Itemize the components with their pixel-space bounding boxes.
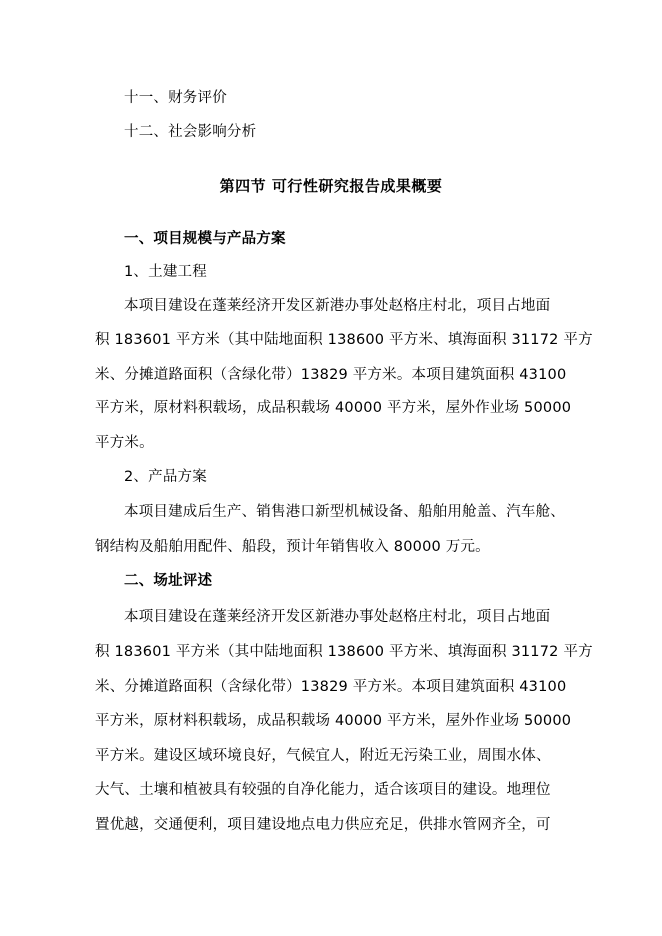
paragraph-line: 平方米，原材料积载场，成品积载场 40000 平方米，屋外作业场 50000	[95, 713, 572, 729]
paragraph-line: 本项目建设在蓬莱经济开发区新港办事处赵格庄村北，项目占地面	[124, 298, 551, 314]
paragraph-line: 平方米。建设区域环境良好，气候宜人，附近无污染工业，周围水体、	[95, 748, 551, 764]
outline-item-12: 十二、社会影响分析	[124, 124, 257, 140]
paragraph-line: 钢结构及船舶用配件、船段，预计年销售收入 80000 万元。	[95, 539, 490, 555]
paragraph-line: 本项目建成后生产、销售港口新型机械设备、船舶用舱盖、汽车舱、	[124, 504, 565, 520]
paragraph-line: 积 183601 平方米（其中陆地面积 138600 平方米、填海面积 31172 平方	[95, 644, 593, 660]
paragraph-line: 置优越，交通便利，项目建设地点电力供应充足，供排水管网齐全，可	[95, 817, 551, 833]
sub1-title: 1、土建工程	[124, 264, 207, 280]
part1-heading: 一、项目规模与产品方案	[124, 231, 286, 247]
outline-item-11: 十一、财务评价	[124, 90, 227, 106]
paragraph-line: 本项目建设在蓬莱经济开发区新港办事处赵格庄村北，项目占地面	[124, 609, 551, 625]
paragraph-line: 大气、土壤和植被具有较强的自净化能力，适合该项目的建设。地理位	[95, 782, 551, 798]
paragraph-line: 平方米，原材料积载场，成品积载场 40000 平方米，屋外作业场 50000	[95, 400, 572, 416]
section-title: 第四节 可行性研究报告成果概要	[219, 177, 443, 195]
paragraph-line: 平方米。	[95, 435, 154, 451]
paragraph-line: 米、分摊道路面积（含绿化带）13829 平方米。本项目建筑面积 43100	[95, 367, 567, 383]
paragraph-line: 米、分摊道路面积（含绿化带）13829 平方米。本项目建筑面积 43100	[95, 679, 567, 695]
sub2-title: 2、产品方案	[124, 469, 207, 485]
paragraph-line: 积 183601 平方米（其中陆地面积 138600 平方米、填海面积 31172 平方	[95, 332, 593, 348]
part2-heading: 二、场址评述	[124, 573, 213, 589]
